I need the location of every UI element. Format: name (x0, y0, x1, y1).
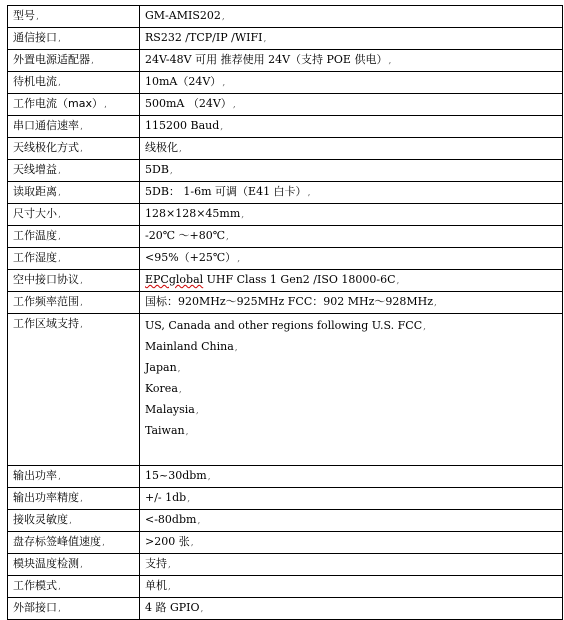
table-row (8, 138, 563, 160)
table-row (8, 248, 563, 270)
row-label: 外部接口, (8, 598, 140, 620)
row-value: 国标：920MHz～925MHz FCC：902 MHz～928MHz, (140, 292, 563, 314)
row-value: 115200 Baud, (140, 116, 563, 138)
row-value: 128×128×45mm, (140, 204, 563, 226)
table-row (8, 204, 563, 226)
row-label: 外置电源适配器, (8, 50, 140, 72)
table-row (8, 598, 563, 620)
table-row (8, 116, 563, 138)
list-item: Japan, (145, 361, 181, 374)
region-list (140, 314, 563, 466)
row-value: 线极化, (140, 138, 563, 160)
row-label: 尺寸大小, (8, 204, 140, 226)
row-value: 24V-48V 可用 推荐使用 24V（支持 POE 供电）, (140, 50, 563, 72)
row-value: GM-AMIS202, (140, 6, 563, 28)
list-item: Mainland China, (145, 340, 238, 353)
row-value: 单机, (140, 576, 563, 598)
row-label: 工作湿度, (8, 248, 140, 270)
row-label: 天线极化方式, (8, 138, 140, 160)
table-row (8, 94, 563, 116)
table-row (8, 510, 563, 532)
row-value: 15~30dbm, (140, 466, 563, 488)
row-label: 接收灵敏度, (8, 510, 140, 532)
table-row (8, 314, 563, 466)
row-value: 支持, (140, 554, 563, 576)
list-item: Taiwan, (145, 424, 189, 437)
row-label: 输出功率精度, (8, 488, 140, 510)
row-value: 500mA （24V）, (140, 94, 563, 116)
table-row (8, 532, 563, 554)
list-item: Malaysia, (145, 403, 199, 416)
row-value: 5DB： 1-6m 可调（E41 白卡）, (140, 182, 563, 204)
row-value: 10mA（24V）, (140, 72, 563, 94)
table-row (8, 292, 563, 314)
row-value: RS232 /TCP/IP /WIFI, (140, 28, 563, 50)
row-label: 读取距离, (8, 182, 140, 204)
table-row (8, 28, 563, 50)
row-label: 工作模式, (8, 576, 140, 598)
table-row (8, 576, 563, 598)
row-value: <-80dbm, (140, 510, 563, 532)
row-value: >200 张, (140, 532, 563, 554)
row-label: 串口通信速率, (8, 116, 140, 138)
row-value: +/- 1db, (140, 488, 563, 510)
table-row (8, 226, 563, 248)
row-value: EPCglobal UHF Class 1 Gen2 /ISO 18000-6C, (140, 270, 563, 292)
row-label: 型号, (8, 6, 140, 28)
table-row (8, 6, 563, 28)
row-label: 工作温度, (8, 226, 140, 248)
table-row (8, 72, 563, 94)
row-label: 工作频率范围, (8, 292, 140, 314)
table-row (8, 160, 563, 182)
row-label: 输出功率, (8, 466, 140, 488)
table-row (8, 270, 563, 292)
spellcheck-underlined-text: EPCglobal (145, 273, 204, 286)
table-row (8, 488, 563, 510)
row-label: 空中接口协议, (8, 270, 140, 292)
row-label: 通信接口, (8, 28, 140, 50)
list-item: US, Canada and other regions following U.S. FCC, (145, 319, 427, 332)
table-row (8, 554, 563, 576)
row-value: 4 路 GPIO, (140, 598, 563, 620)
row-value: -20℃ ～+80℃, (140, 226, 563, 248)
table-row (8, 466, 563, 488)
row-label: 盘存标签峰值速度, (8, 532, 140, 554)
table-row (8, 50, 563, 72)
row-label: 天线增益, (8, 160, 140, 182)
row-label: 工作区域支持, (8, 314, 140, 466)
row-label: 模块温度检测, (8, 554, 140, 576)
row-label: 工作电流（max）, (8, 94, 140, 116)
row-value: 5DB, (140, 160, 563, 182)
spec-table (7, 5, 563, 620)
row-label: 待机电流, (8, 72, 140, 94)
table-row (8, 182, 563, 204)
list-item: Korea, (145, 382, 182, 395)
row-value: <95%（+25℃）, (140, 248, 563, 270)
